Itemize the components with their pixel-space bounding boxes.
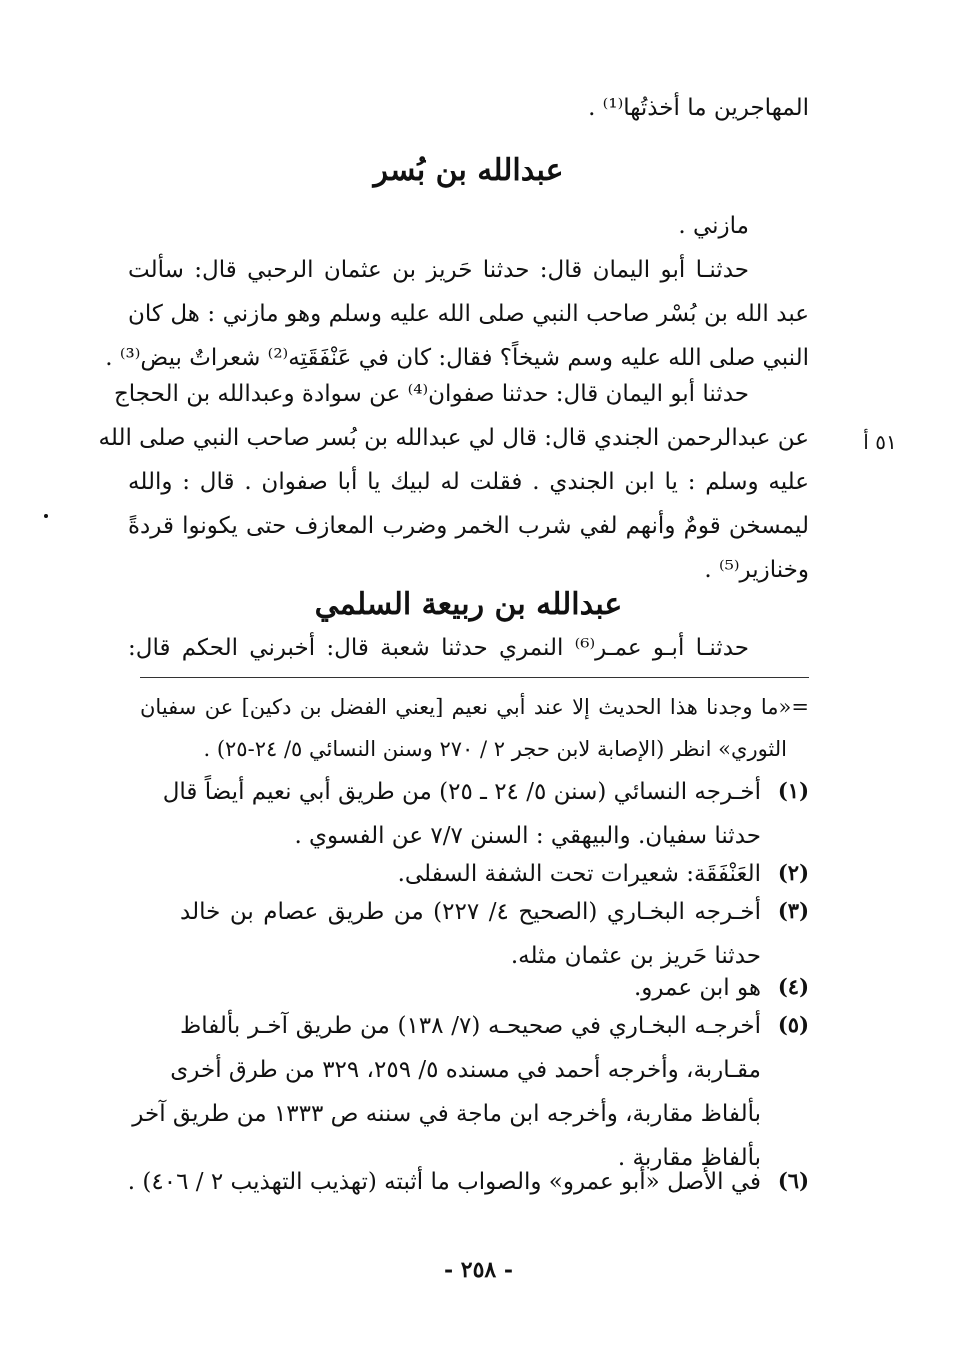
- footnote-line: حدثنا حَريز بن عثمان مثله.: [510, 943, 761, 969]
- footnote-line: بألفاظ مقاربة .: [617, 1145, 761, 1171]
- footnote-line: أخرجـه البخـاري في صحيحـه (٧/ ١٣٨) من طريق آخـر بألفاظ: [180, 1013, 762, 1039]
- footnote-line: العَنْفَقَة: شعيرات تحت الشفة السفلى.: [397, 861, 761, 887]
- text-line: حدثنـا أبـو عمـر⁽⁶⁾ النمري حدثنا شعبة قال: أخبرني الحكم قال:: [128, 635, 750, 661]
- footnote-number: (٤): [777, 974, 809, 999]
- text-line: عبد الله بن بُسْر صاحب النبي صلى الله عليه وسلم وهو مازني : هل كان: [128, 301, 809, 327]
- section-heading-abdallah-bin-rabia: عبدالله بن ربيعة السلمي: [314, 587, 623, 622]
- text-line: ليمسخن قومٌ وأنهم لفي شرب الخمر وضرب المعازف حتى يكونوا قردةً: [128, 513, 809, 539]
- footnote-separator: [140, 677, 809, 678]
- text-line: وخنازير⁽⁵⁾ .: [704, 557, 809, 583]
- footnote-number: (٥): [777, 1012, 809, 1037]
- footnote-number: (٣): [777, 898, 809, 923]
- footnote-number: (٢): [777, 860, 809, 885]
- paragraph-3: [128, 626, 809, 670]
- paragraph-2: [98, 372, 809, 592]
- footnote-line: أخـرجه البخـاري (الصحيح ٤/ ٢٢٧) من طريق عصام بن خالد: [180, 899, 761, 925]
- footnote-continuation: [140, 686, 809, 770]
- stray-mark: [44, 514, 48, 518]
- manuscript-folio-marker: ٥١ أ: [863, 430, 897, 454]
- footnote-line: هو ابن عمرو.: [633, 975, 761, 1001]
- footnote-line: في الأصل «أبو عمرو» والصواب ما أثبته (تهذيب التهذيب ٢ / ٤٠٦) .: [127, 1169, 761, 1195]
- top-continuation-line: [128, 86, 809, 130]
- footnote-line: مقـاربة، وأخرجه أحمد في مسنده ٥/ ٢٥٩، ٣٢٩ من طرق أخرى: [170, 1057, 761, 1083]
- page-number: - ٢٥٨ -: [443, 1257, 514, 1283]
- text-line: عن عبدالرحمن الجندي قال: قال لي عبدالله بن بُسر صاحب النبي صلى الله: [98, 425, 809, 451]
- text-line: النبي صلى الله عليه وسم شيخاً؟ فقال: كان في عَنْفَقَتِه⁽²⁾ شعراتٌ بيض⁽³⁾ .: [105, 345, 809, 371]
- footnote-line: =«ما وجدنا هذا الحديث إلا عند أبي نعيم [يعني الفضل بن دكين] عن سفيان: [140, 695, 809, 719]
- text-line: حدثنا أبو اليمان قال: حدثنا صفوان⁽⁴⁾ عن سوادة وعبدالله بن الحجاج: [113, 381, 749, 407]
- footnote-line: حدثنا سفيان. والبيهقي : السنن ٧/٧ عن الفسوي .: [294, 823, 761, 849]
- footnote-number: (١): [777, 778, 809, 803]
- text-line: حدثنـا أبو اليمان قال: حدثنا حَريز بن عثمان الرحبي قال: سألت: [128, 257, 749, 283]
- footnote-number: (٦): [777, 1168, 809, 1193]
- text-line: عليه وسلم : يا ابن الجندي . فقلت له لبيك يا أبا صفوان . قال : والله: [128, 469, 809, 495]
- text-line: المهاجرين ما أخذتُها⁽¹⁾ .: [588, 95, 809, 121]
- footnote-line: الثوري» انظر (الإصابة لابن حجر ٢ / ٢٧٠ وسنن النسائي ٥/ ٢٤-٢٥) .: [203, 737, 787, 761]
- footnote-line: أخـرجه النسائي (سنن ٥/ ٢٤ ـ ٢٥) من طريق أبي نعيم أيضاً قال: [162, 779, 761, 805]
- paragraph-1: [105, 204, 809, 380]
- section-heading-abdallah-bin-busr: عبدالله بن بُسر: [373, 153, 564, 188]
- text-line: مازني .: [678, 213, 749, 239]
- footnote-line: بألفاظ مقاربة، وأخرجه ابن ماجة في سننه ص ١٣٣٣ من طريق آخر: [132, 1101, 761, 1127]
